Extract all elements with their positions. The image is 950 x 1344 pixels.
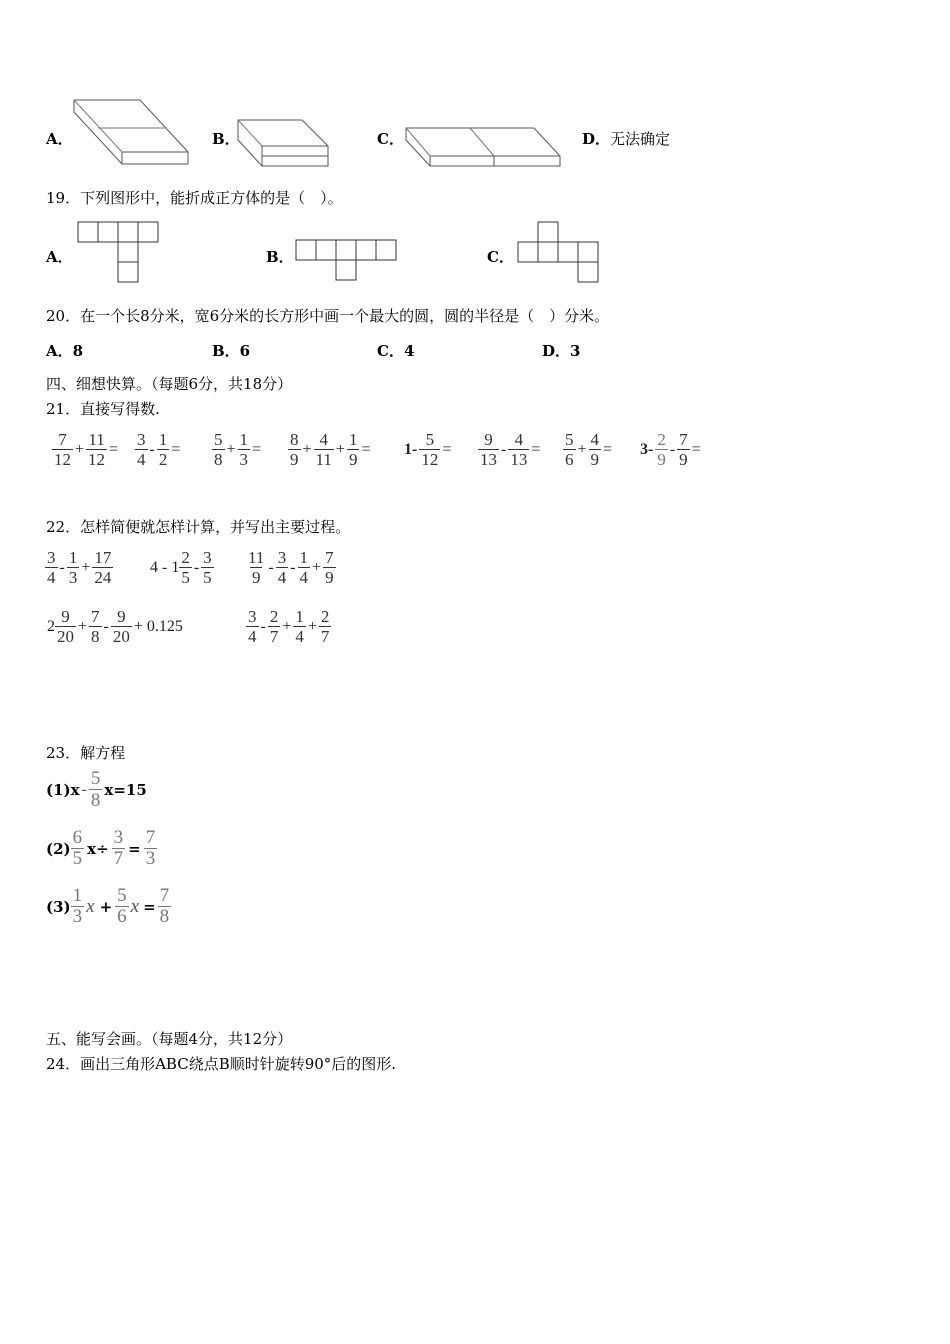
q19-option-c-label: C． bbox=[487, 248, 514, 266]
fraction: 3 4 bbox=[248, 607, 257, 646]
fraction: 3 5 bbox=[203, 548, 212, 587]
fraction: $\frac{5}{6}$ bbox=[117, 885, 127, 927]
fraction: 3 4 bbox=[137, 430, 146, 469]
q22-expression-2: 4 - 1 2 5 - 3 5 bbox=[150, 548, 212, 587]
q20-question: 20．在一个长8分米，宽6分米的长方形中画一个最大的圆，圆的半径是（ ）分米。 bbox=[46, 307, 610, 325]
fraction: $\frac{1}{9}$ bbox=[348, 430, 358, 469]
q21-item: 3 4 - $\frac{1}{2}$ = bbox=[137, 430, 181, 469]
fraction: 5 8 bbox=[214, 430, 223, 469]
fraction: 7 12 bbox=[54, 430, 71, 469]
q21-item: 5 8 + $\frac{1}{3}$ = bbox=[214, 430, 262, 469]
fraction: 3 4 bbox=[47, 548, 56, 587]
fraction: 1 3 bbox=[68, 548, 78, 587]
section-4-title: 四、细想快算。（每题6分，共18分） bbox=[46, 375, 293, 393]
q23-equation-1: (1)x - 5 8 x=15 bbox=[46, 768, 147, 811]
fraction: 1 4 bbox=[299, 548, 309, 587]
q18-option-d-label: D． bbox=[582, 130, 611, 148]
fraction: $\frac{1}{3}$ bbox=[239, 430, 249, 469]
fraction: $\frac{1}{2}$ bbox=[158, 430, 168, 469]
q19-option-a-label: A． bbox=[46, 248, 73, 266]
q18-option-d-text: 无法确定 bbox=[610, 130, 671, 148]
fraction: 2 5 bbox=[181, 548, 190, 587]
fraction: 9 13 bbox=[480, 430, 497, 469]
fraction: $\frac{1}{4}$ bbox=[295, 607, 304, 646]
q21-item: 9 13 - $\frac{4}{13}$ = bbox=[480, 430, 541, 469]
fraction: $\frac{17}{24}$ bbox=[94, 548, 112, 587]
fraction: $\frac{2}{7}$ bbox=[320, 607, 330, 646]
fraction: 5 8 bbox=[90, 768, 101, 811]
fraction: $\frac{7}{9}$ bbox=[679, 430, 688, 469]
fraction: $\frac{5}{12}$ bbox=[421, 430, 439, 469]
q22-expression-3: 11 9 - 3 4 - 1 4 + $\frac{7}{9}$ bbox=[248, 548, 334, 587]
q22-question: 22．怎样简便就怎样计算，并写出主要过程。 bbox=[46, 518, 351, 536]
fraction: 11 9 bbox=[248, 548, 265, 587]
fraction: $\frac{3}{7}$ bbox=[113, 827, 124, 869]
q19-option-b-label: B． bbox=[266, 248, 294, 266]
q18-option-b-figure bbox=[234, 116, 332, 170]
fraction: 1 3 bbox=[72, 885, 83, 927]
q18-option-a-figure bbox=[70, 96, 192, 168]
q20-option-b: B．6 bbox=[212, 342, 251, 360]
q21-item: 8 9 + $\frac{4}{11}$ + $\frac{1}{9}$ = bbox=[290, 430, 371, 469]
q23-equation-2: (2) 6 5 x÷ $\frac{3}{7}$ = $\frac{7}{3}$ bbox=[46, 827, 156, 869]
section-5-title: 五、能写会画。（每题4分，共12分） bbox=[46, 1030, 293, 1048]
q19-option-c-net bbox=[516, 220, 604, 284]
fraction: $\frac{7}{8}$ bbox=[91, 607, 100, 646]
q22-expression-5: 3 4 - 2 7 + $\frac{1}{4}$ + $\frac{2}{7}$ bbox=[248, 607, 330, 646]
fraction: $\frac{4}{13}$ bbox=[510, 430, 528, 469]
q18-option-d bbox=[582, 128, 670, 149]
q18-option-a-label: A． bbox=[46, 130, 73, 148]
q19-option-a-net bbox=[76, 220, 164, 284]
q18-option-b-label: B． bbox=[212, 130, 240, 148]
fraction: 9 20 bbox=[57, 607, 74, 646]
q18-option-c-figure bbox=[402, 124, 564, 170]
fraction: $\frac{7}{3}$ bbox=[145, 827, 156, 869]
fraction: 2 9 bbox=[657, 430, 666, 469]
q20-option-c: C．4 bbox=[377, 342, 415, 360]
fraction: $\frac{4}{9}$ bbox=[590, 430, 600, 469]
fraction: $\frac{7}{9}$ bbox=[325, 548, 334, 587]
fraction: 2 7 bbox=[269, 607, 279, 646]
q21-item: 7 12 + $\frac{11}{12}$ = bbox=[54, 430, 119, 469]
q22-expression-1: 3 4 - 1 3 + $\frac{17}{24}$ bbox=[47, 548, 112, 587]
q23-question: 23．解方程 bbox=[46, 744, 126, 762]
fraction: $\frac{11}{12}$ bbox=[88, 430, 106, 469]
fraction: 8 9 bbox=[290, 430, 299, 469]
fraction: 3 4 bbox=[277, 548, 287, 587]
q20-option-a: A．8 bbox=[46, 342, 84, 360]
q21-item: 1- $\frac{5}{12}$ = bbox=[404, 430, 452, 469]
q22-expression-4: 2 9 20 + $\frac{7}{8}$ - 9 20 + 0.125 bbox=[47, 607, 183, 646]
q21-question: 21．直接写得数. bbox=[46, 400, 160, 418]
q23-equation-3: (3) 1 3 x + $\frac{5}{6}$ x = $\frac{7}{8}$ bbox=[46, 885, 170, 927]
q21-item: 3- 2 9 - $\frac{7}{9}$ = bbox=[640, 430, 701, 469]
fraction: $\frac{7}{8}$ bbox=[159, 885, 170, 927]
q24-question: 24．画出三角形ABC绕点B顺时针旋转90°后的图形. bbox=[46, 1055, 397, 1073]
fraction: 6 5 bbox=[72, 827, 83, 869]
fraction: 9 20 bbox=[112, 607, 130, 646]
q18-option-c-label: C． bbox=[377, 130, 404, 148]
fraction: 5 6 bbox=[565, 430, 574, 469]
q19-question: 19．下列图形中，能折成正方体的是（ ）。 bbox=[46, 189, 343, 207]
q21-item: 5 6 + $\frac{4}{9}$ = bbox=[565, 430, 613, 469]
fraction: $\frac{4}{11}$ bbox=[315, 430, 332, 469]
q19-option-b-net bbox=[294, 238, 400, 282]
q20-option-d: D．3 bbox=[542, 342, 581, 360]
